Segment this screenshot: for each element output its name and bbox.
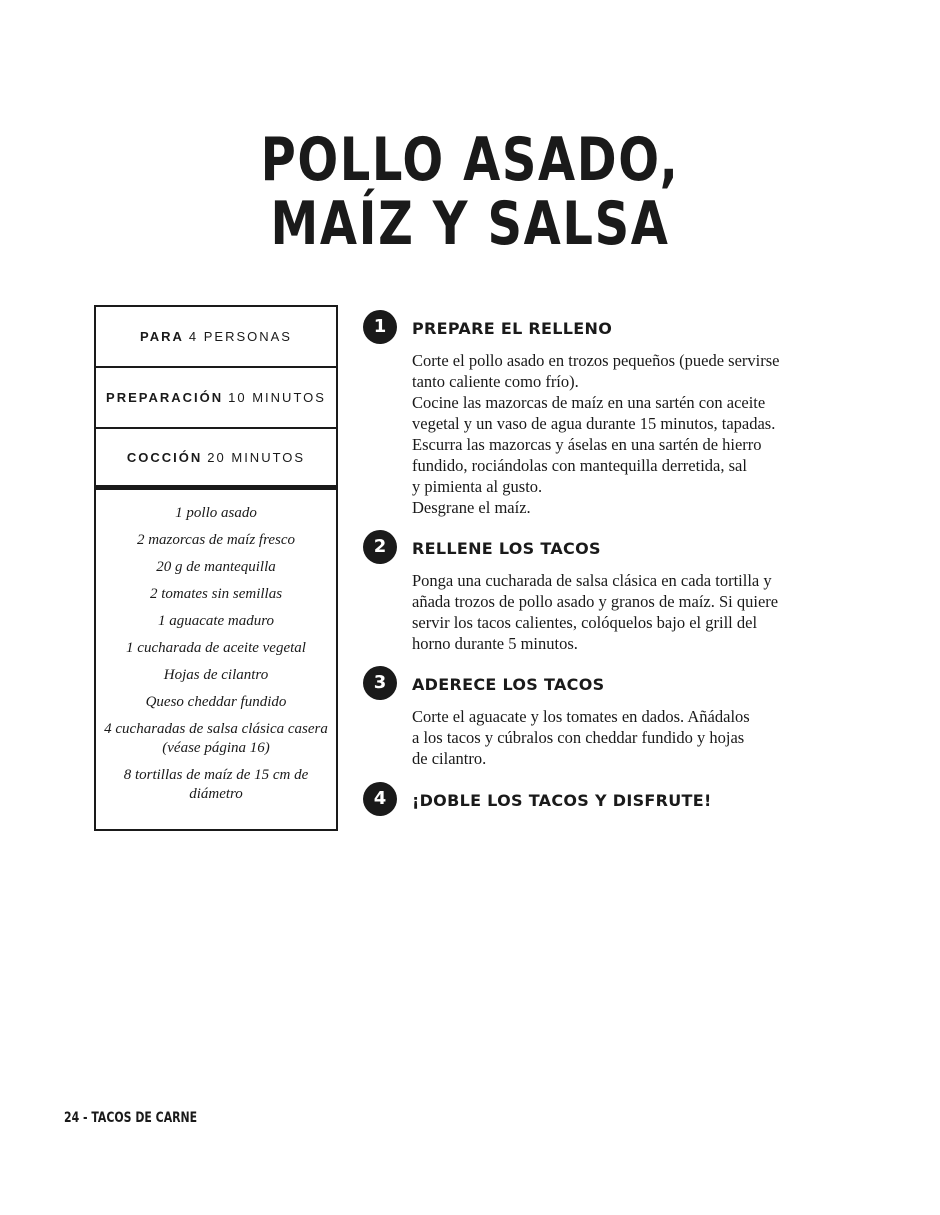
step-line: tanto caliente como frío). [412,372,579,391]
step-number-badge: 3 [363,666,397,700]
ingredient-item: 1 cucharada de aceite vegetal [126,640,306,656]
prep-label: PREPARACIÓN [106,390,224,405]
prep-value: 10 MINUTOS [228,390,326,405]
cook-label: COCCIÓN [126,449,203,465]
step-line: Cocine las mazorcas de maíz en una sartén con aceite [412,393,766,412]
ingredient-item: 2 tomates sin semillas [149,586,283,602]
servings-value: 4 PERSONAS [188,329,292,344]
ingredient-item: 8 tortillas de maíz de 15 cm de diámetro [123,767,309,802]
step-heading: ¡DOBLE LOS TACOS Y DISFRUTE! [412,791,712,810]
ingredient-item: Hojas de cilantro [163,667,269,683]
servings-row [96,307,336,368]
step-line: Desgrane el maíz. [412,498,531,517]
ingredient-list [96,490,336,804]
step-heading: RELLENE LOS TACOS [412,539,601,558]
recipe-info-box [94,305,338,831]
ingredient-item: 20 g de mantequilla [156,559,276,575]
step-line: Ponga una cucharada de salsa clásica en cada tortilla y [412,571,772,590]
step-line: Escurra las mazorcas y áselas en una sartén de hierro [412,435,762,454]
step-body [412,706,842,769]
servings-label: PARA [140,329,184,344]
prep-time-row [96,368,336,429]
cook-time-row [96,429,336,490]
step-number-badge: 2 [363,530,397,564]
step-line: horno durante 5 minutos. [412,634,578,653]
title-line-2: MAÍZ Y SALSA [270,189,670,259]
step-heading: PREPARE EL RELLENO [412,319,613,338]
ingredient-item: Queso cheddar fundido [145,694,287,710]
step-line: servir los tacos calientes, colóquelos bajo el grill del [412,613,758,632]
cook-value: 20 MINUTOS [207,449,306,465]
step-number-badge: 4 [363,782,397,816]
step-body [412,350,842,518]
step-line: y pimienta al gusto. [412,477,543,496]
ingredient-item: 1 aguacate maduro [157,613,275,629]
title-line-1: POLLO ASADO, [260,125,680,195]
step-number-badge: 1 [363,310,397,344]
step-body [412,570,842,654]
page-title [94,125,846,259]
step-line: a los tacos y cúbralos con cheddar fundido y hojas [412,728,745,747]
step-heading: ADERECE LOS TACOS [412,675,605,694]
ingredient-item: 2 mazorcas de maíz fresco [136,532,296,548]
ingredient-item: 1 pollo asado [175,505,257,521]
step-line: de cilantro. [412,749,487,768]
step-line: vegetal y un vaso de agua durante 15 minutos, tapadas. [412,414,776,433]
step-line: Corte el pollo asado en trozos pequeños (puede servirse [412,351,780,370]
page-footer: 24 - TACOS DE CARNE [64,1110,198,1126]
ingredient-item: 4 cucharadas de salsa clásica casera (véase página 16) [104,721,328,756]
step-line: añada trozos de pollo asado y granos de maíz. Si quiere [412,592,779,611]
step-line: fundido, rociándolas con mantequilla derretida, sal [412,456,747,475]
step-line: Corte el aguacate y los tomates en dados. Añádalos [412,707,750,726]
